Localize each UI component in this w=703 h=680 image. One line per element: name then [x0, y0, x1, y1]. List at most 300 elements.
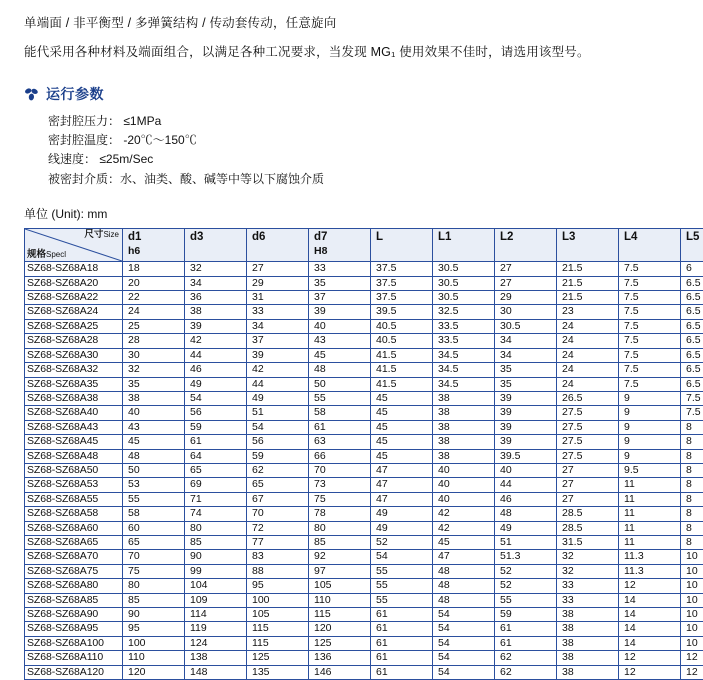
cell-value: 30.5 — [495, 319, 557, 333]
table-row — [25, 492, 703, 506]
cell-value: 71 — [185, 492, 247, 506]
cell-value: 80 — [123, 579, 185, 593]
cell-value: 51.3 — [495, 550, 557, 564]
cell-value: 42 — [433, 521, 495, 535]
cell-value: 100 — [247, 593, 309, 607]
cell-value: 114 — [185, 608, 247, 622]
cell-value: 80 — [309, 521, 371, 535]
cell-value: 53 — [123, 478, 185, 492]
cell-value: 59 — [495, 608, 557, 622]
table-row — [25, 363, 703, 377]
corner-size-en: Size — [103, 230, 119, 239]
col-header-L4 — [619, 229, 681, 262]
cell-value: 27 — [495, 262, 557, 276]
cell-value: 8 — [681, 435, 703, 449]
cell-value: 61 — [495, 636, 557, 650]
cell-value: 61 — [495, 622, 557, 636]
col-header-L — [371, 229, 433, 262]
cell-value: 8 — [681, 521, 703, 535]
cell-value: 33 — [557, 579, 619, 593]
cell-value: 54 — [371, 550, 433, 564]
cell-value: 25 — [123, 319, 185, 333]
cell-value: 21.5 — [557, 291, 619, 305]
cell-value: 61 — [371, 636, 433, 650]
cell-value: 9 — [619, 449, 681, 463]
cell-value: 51 — [247, 406, 309, 420]
cell-value: 146 — [309, 665, 371, 679]
cell-value: 47 — [433, 550, 495, 564]
cell-value: 6.5 — [681, 348, 703, 362]
cell-value: 27.5 — [557, 435, 619, 449]
cell-value: 8 — [681, 420, 703, 434]
table-row — [25, 579, 703, 593]
cell-value: 28.5 — [557, 521, 619, 535]
cell-value: 64 — [185, 449, 247, 463]
table-row — [25, 622, 703, 636]
cell-value: 9 — [619, 406, 681, 420]
cell-value: 50 — [309, 377, 371, 391]
cell-value: 27.5 — [557, 420, 619, 434]
cell-value: 70 — [309, 463, 371, 477]
cell-value: 105 — [247, 608, 309, 622]
cell-value: 65 — [123, 535, 185, 549]
cell-value: 31.5 — [557, 535, 619, 549]
cell-value: 55 — [123, 492, 185, 506]
cell-value: 11.3 — [619, 550, 681, 564]
table-row — [25, 521, 703, 535]
cell-value: 125 — [309, 636, 371, 650]
col-header-L1 — [433, 229, 495, 262]
cell-value: 12 — [681, 651, 703, 665]
cell-value: 77 — [247, 535, 309, 549]
cell-value: 120 — [309, 622, 371, 636]
cell-value: 44 — [247, 377, 309, 391]
col-sub: H8 — [314, 245, 370, 257]
cell-value: 136 — [309, 651, 371, 665]
cell-value: 39 — [495, 391, 557, 405]
cell-value: 7.5 — [619, 377, 681, 391]
cell-value: 9.5 — [619, 463, 681, 477]
intro-line-1: 单端面 / 非平衡型 / 多弹簧结构 / 传动套传动，任意旋向 — [24, 14, 695, 33]
cell-value: 30.5 — [433, 276, 495, 290]
cell-value: 20 — [123, 276, 185, 290]
cell-value: 6.5 — [681, 334, 703, 348]
cell-value: 54 — [433, 622, 495, 636]
cell-value: 85 — [185, 535, 247, 549]
cell-value: 40 — [433, 463, 495, 477]
table-body — [25, 262, 703, 680]
col-header-L2 — [495, 229, 557, 262]
cell-value: 40 — [433, 478, 495, 492]
cell-value: 23 — [557, 305, 619, 319]
cell-model: SZ68-SZ68A85 — [25, 593, 123, 607]
cell-model: SZ68-SZ68A20 — [25, 276, 123, 290]
cell-value: 27 — [557, 478, 619, 492]
cell-value: 39 — [495, 406, 557, 420]
cell-value: 42 — [185, 334, 247, 348]
cell-value: 10 — [681, 579, 703, 593]
cell-value: 95 — [123, 622, 185, 636]
cell-value: 52 — [371, 535, 433, 549]
cell-value: 45 — [371, 449, 433, 463]
cell-value: 30.5 — [433, 291, 495, 305]
cell-value: 33 — [309, 262, 371, 276]
cell-value: 7.5 — [619, 262, 681, 276]
cell-model: SZ68-SZ68A80 — [25, 579, 123, 593]
cell-value: 24 — [557, 319, 619, 333]
cell-value: 45 — [371, 420, 433, 434]
table-row — [25, 348, 703, 362]
cell-model: SZ68-SZ68A90 — [25, 608, 123, 622]
cell-value: 34 — [247, 319, 309, 333]
cell-value: 49 — [185, 377, 247, 391]
cell-value: 8 — [681, 492, 703, 506]
cell-value: 88 — [247, 564, 309, 578]
cell-value: 38 — [557, 665, 619, 679]
cell-value: 24 — [557, 377, 619, 391]
cell-value: 61 — [185, 435, 247, 449]
cell-value: 7.5 — [619, 319, 681, 333]
cell-value: 48 — [309, 363, 371, 377]
cell-value: 52 — [495, 579, 557, 593]
cell-value: 45 — [309, 348, 371, 362]
cell-model: SZ68-SZ68A58 — [25, 507, 123, 521]
table-row — [25, 550, 703, 564]
cell-model: SZ68-SZ68A53 — [25, 478, 123, 492]
cell-value: 30.5 — [433, 262, 495, 276]
cell-model: SZ68-SZ68A30 — [25, 348, 123, 362]
cell-value: 38 — [433, 406, 495, 420]
cell-model: SZ68-SZ68A40 — [25, 406, 123, 420]
cell-value: 55 — [495, 593, 557, 607]
cell-value: 85 — [309, 535, 371, 549]
cell-value: 62 — [495, 665, 557, 679]
cell-value: 63 — [309, 435, 371, 449]
cell-value: 38 — [433, 420, 495, 434]
cell-model: SZ68-SZ68A75 — [25, 564, 123, 578]
col-header-L5 — [681, 229, 703, 262]
cell-value: 97 — [309, 564, 371, 578]
cell-value: 38 — [433, 435, 495, 449]
cell-value: 7.5 — [681, 391, 703, 405]
cell-value: 34.5 — [433, 348, 495, 362]
cell-value: 46 — [495, 492, 557, 506]
col-header-d1 — [123, 229, 185, 262]
cell-value: 39.5 — [495, 449, 557, 463]
cell-value: 60 — [123, 521, 185, 535]
cell-value: 7.5 — [619, 291, 681, 305]
cell-value: 11 — [619, 478, 681, 492]
cell-value: 11.3 — [619, 564, 681, 578]
cell-value: 14 — [619, 593, 681, 607]
cell-value: 6.5 — [681, 363, 703, 377]
cell-value: 49 — [247, 391, 309, 405]
cell-value: 110 — [309, 593, 371, 607]
cell-value: 9 — [619, 391, 681, 405]
cell-model: SZ68-SZ68A110 — [25, 651, 123, 665]
cell-value: 38 — [433, 449, 495, 463]
cell-value: 33 — [557, 593, 619, 607]
cell-model: SZ68-SZ68A22 — [25, 291, 123, 305]
cell-value: 49 — [495, 521, 557, 535]
col-header-d3 — [185, 229, 247, 262]
col-header-L3 — [557, 229, 619, 262]
cell-value: 54 — [247, 420, 309, 434]
cell-value: 22 — [123, 291, 185, 305]
cell-value: 34.5 — [433, 363, 495, 377]
cell-value: 48 — [433, 593, 495, 607]
cell-value: 45 — [433, 535, 495, 549]
cell-value: 35 — [495, 377, 557, 391]
cell-value: 10 — [681, 636, 703, 650]
cell-model: SZ68-SZ68A120 — [25, 665, 123, 679]
cell-value: 41.5 — [371, 348, 433, 362]
cell-value: 28 — [123, 334, 185, 348]
cell-value: 54 — [433, 636, 495, 650]
cell-value: 36 — [185, 291, 247, 305]
cell-value: 75 — [309, 492, 371, 506]
cell-value: 8 — [681, 535, 703, 549]
cell-value: 115 — [247, 622, 309, 636]
cell-value: 6.5 — [681, 291, 703, 305]
cell-value: 24 — [557, 334, 619, 348]
table-header-row — [25, 229, 703, 262]
cell-value: 80 — [185, 521, 247, 535]
cell-value: 90 — [123, 608, 185, 622]
cell-value: 70 — [247, 507, 309, 521]
table-row — [25, 377, 703, 391]
cell-model: SZ68-SZ68A95 — [25, 622, 123, 636]
cell-value: 43 — [309, 334, 371, 348]
cell-value: 32.5 — [433, 305, 495, 319]
cell-value: 39 — [495, 420, 557, 434]
cell-value: 24 — [557, 363, 619, 377]
cell-value: 46 — [185, 363, 247, 377]
cell-value: 54 — [185, 391, 247, 405]
flower-bullet-icon — [24, 87, 39, 101]
table-row — [25, 507, 703, 521]
table-row — [25, 391, 703, 405]
table-row — [25, 334, 703, 348]
cell-value: 40.5 — [371, 319, 433, 333]
param-temperature: 密封腔温度： -20℃～150℃ — [48, 131, 695, 150]
col-label: L — [376, 231, 383, 243]
cell-value: 34 — [495, 334, 557, 348]
cell-value: 51 — [495, 535, 557, 549]
cell-value: 148 — [185, 665, 247, 679]
cell-value: 48 — [495, 507, 557, 521]
cell-model: SZ68-SZ68A32 — [25, 363, 123, 377]
cell-value: 69 — [185, 478, 247, 492]
cell-model: SZ68-SZ68A50 — [25, 463, 123, 477]
col-header-d7 — [309, 229, 371, 262]
cell-value: 75 — [123, 564, 185, 578]
cell-value: 62 — [495, 651, 557, 665]
cell-value: 37 — [309, 291, 371, 305]
cell-value: 37.5 — [371, 262, 433, 276]
cell-value: 92 — [309, 550, 371, 564]
cell-value: 7.5 — [619, 348, 681, 362]
cell-value: 35 — [309, 276, 371, 290]
cell-value: 105 — [309, 579, 371, 593]
cell-value: 31 — [247, 291, 309, 305]
cell-value: 21.5 — [557, 276, 619, 290]
cell-value: 44 — [495, 478, 557, 492]
col-header-d6 — [247, 229, 309, 262]
cell-model: SZ68-SZ68A18 — [25, 262, 123, 276]
cell-value: 38 — [185, 305, 247, 319]
cell-value: 34 — [185, 276, 247, 290]
cell-value: 32 — [185, 262, 247, 276]
cell-value: 55 — [371, 579, 433, 593]
cell-value: 66 — [309, 449, 371, 463]
table-row — [25, 319, 703, 333]
cell-value: 99 — [185, 564, 247, 578]
cell-value: 124 — [185, 636, 247, 650]
cell-value: 24 — [557, 348, 619, 362]
cell-value: 56 — [247, 435, 309, 449]
cell-value: 55 — [309, 391, 371, 405]
cell-value: 119 — [185, 622, 247, 636]
cell-value: 18 — [123, 262, 185, 276]
cell-value: 61 — [371, 622, 433, 636]
cell-value: 61 — [371, 665, 433, 679]
cell-value: 7.5 — [619, 334, 681, 348]
cell-value: 41.5 — [371, 363, 433, 377]
cell-value: 45 — [371, 406, 433, 420]
cell-value: 32 — [123, 363, 185, 377]
cell-value: 6.5 — [681, 377, 703, 391]
cell-value: 73 — [309, 478, 371, 492]
cell-model: SZ68-SZ68A55 — [25, 492, 123, 506]
cell-value: 72 — [247, 521, 309, 535]
intro-line-2: 能代采用各种材料及端面组合，以满足各种工况要求，当发现 MG₁ 使用效果不佳时，请选用该型号。 — [24, 43, 695, 62]
table-row — [25, 406, 703, 420]
cell-value: 10 — [681, 608, 703, 622]
cell-value: 125 — [247, 651, 309, 665]
cell-value: 59 — [247, 449, 309, 463]
cell-value: 10 — [681, 564, 703, 578]
cell-value: 67 — [247, 492, 309, 506]
cell-value: 39 — [247, 348, 309, 362]
col-label: d7 — [314, 231, 327, 243]
cell-value: 10 — [681, 593, 703, 607]
cell-model: SZ68-SZ68A45 — [25, 435, 123, 449]
cell-value: 24 — [123, 305, 185, 319]
cell-value: 35 — [495, 363, 557, 377]
cell-value: 41.5 — [371, 377, 433, 391]
cell-value: 47 — [371, 492, 433, 506]
cell-value: 115 — [247, 636, 309, 650]
cell-value: 104 — [185, 579, 247, 593]
table-row — [25, 449, 703, 463]
cell-value: 8 — [681, 507, 703, 521]
param-linear-speed: 线速度： ≤25m/Sec — [48, 150, 695, 169]
cell-value: 32 — [557, 564, 619, 578]
cell-value: 115 — [309, 608, 371, 622]
cell-value: 70 — [123, 550, 185, 564]
table-row — [25, 651, 703, 665]
cell-model: SZ68-SZ68A100 — [25, 636, 123, 650]
cell-value: 95 — [247, 579, 309, 593]
cell-value: 110 — [123, 651, 185, 665]
cell-value: 6 — [681, 262, 703, 276]
cell-value: 48 — [433, 579, 495, 593]
cell-value: 42 — [247, 363, 309, 377]
table-row — [25, 564, 703, 578]
cell-value: 40.5 — [371, 334, 433, 348]
cell-model: SZ68-SZ68A65 — [25, 535, 123, 549]
cell-value: 38 — [557, 651, 619, 665]
cell-value: 58 — [123, 507, 185, 521]
cell-value: 54 — [433, 665, 495, 679]
cell-value: 27 — [557, 463, 619, 477]
table-row — [25, 291, 703, 305]
param-pressure: 密封腔压力： ≤1MPa — [48, 112, 695, 131]
cell-value: 54 — [433, 608, 495, 622]
cell-value: 45 — [371, 435, 433, 449]
cell-value: 14 — [619, 622, 681, 636]
cell-value: 45 — [123, 435, 185, 449]
table-row — [25, 608, 703, 622]
cell-value: 48 — [123, 449, 185, 463]
cell-value: 38 — [123, 391, 185, 405]
cell-value: 30 — [123, 348, 185, 362]
cell-value: 12 — [619, 651, 681, 665]
cell-value: 85 — [123, 593, 185, 607]
cell-value: 62 — [247, 463, 309, 477]
table-row — [25, 305, 703, 319]
table-corner-header — [25, 229, 123, 262]
cell-value: 21.5 — [557, 262, 619, 276]
section-header — [24, 84, 695, 104]
cell-value: 48 — [433, 564, 495, 578]
cell-value: 26.5 — [557, 391, 619, 405]
col-sub: h6 — [128, 245, 184, 257]
cell-value: 65 — [247, 478, 309, 492]
unit-note: 单位 (Unit): mm — [24, 205, 695, 222]
cell-value: 14 — [619, 636, 681, 650]
cell-value: 11 — [619, 535, 681, 549]
cell-value: 12 — [619, 579, 681, 593]
cell-value: 61 — [309, 420, 371, 434]
col-label: d3 — [190, 231, 203, 243]
cell-value: 38 — [557, 622, 619, 636]
cell-model: SZ68-SZ68A70 — [25, 550, 123, 564]
cell-value: 135 — [247, 665, 309, 679]
cell-value: 7.5 — [619, 305, 681, 319]
cell-value: 38 — [557, 608, 619, 622]
cell-value: 37.5 — [371, 276, 433, 290]
cell-value: 138 — [185, 651, 247, 665]
cell-value: 37.5 — [371, 291, 433, 305]
cell-value: 27.5 — [557, 449, 619, 463]
col-label: L1 — [438, 231, 451, 243]
cell-model: SZ68-SZ68A38 — [25, 391, 123, 405]
table-row — [25, 262, 703, 276]
parameter-list — [48, 112, 695, 190]
cell-value: 27.5 — [557, 406, 619, 420]
cell-value: 39 — [185, 319, 247, 333]
cell-value: 40 — [309, 319, 371, 333]
corner-spec-cn: 规格 — [27, 249, 46, 260]
cell-value: 55 — [371, 593, 433, 607]
corner-size-cn: 尺寸 — [84, 229, 103, 240]
col-label: L2 — [500, 231, 513, 243]
cell-value: 49 — [371, 507, 433, 521]
cell-value: 59 — [185, 420, 247, 434]
cell-value: 37 — [247, 334, 309, 348]
